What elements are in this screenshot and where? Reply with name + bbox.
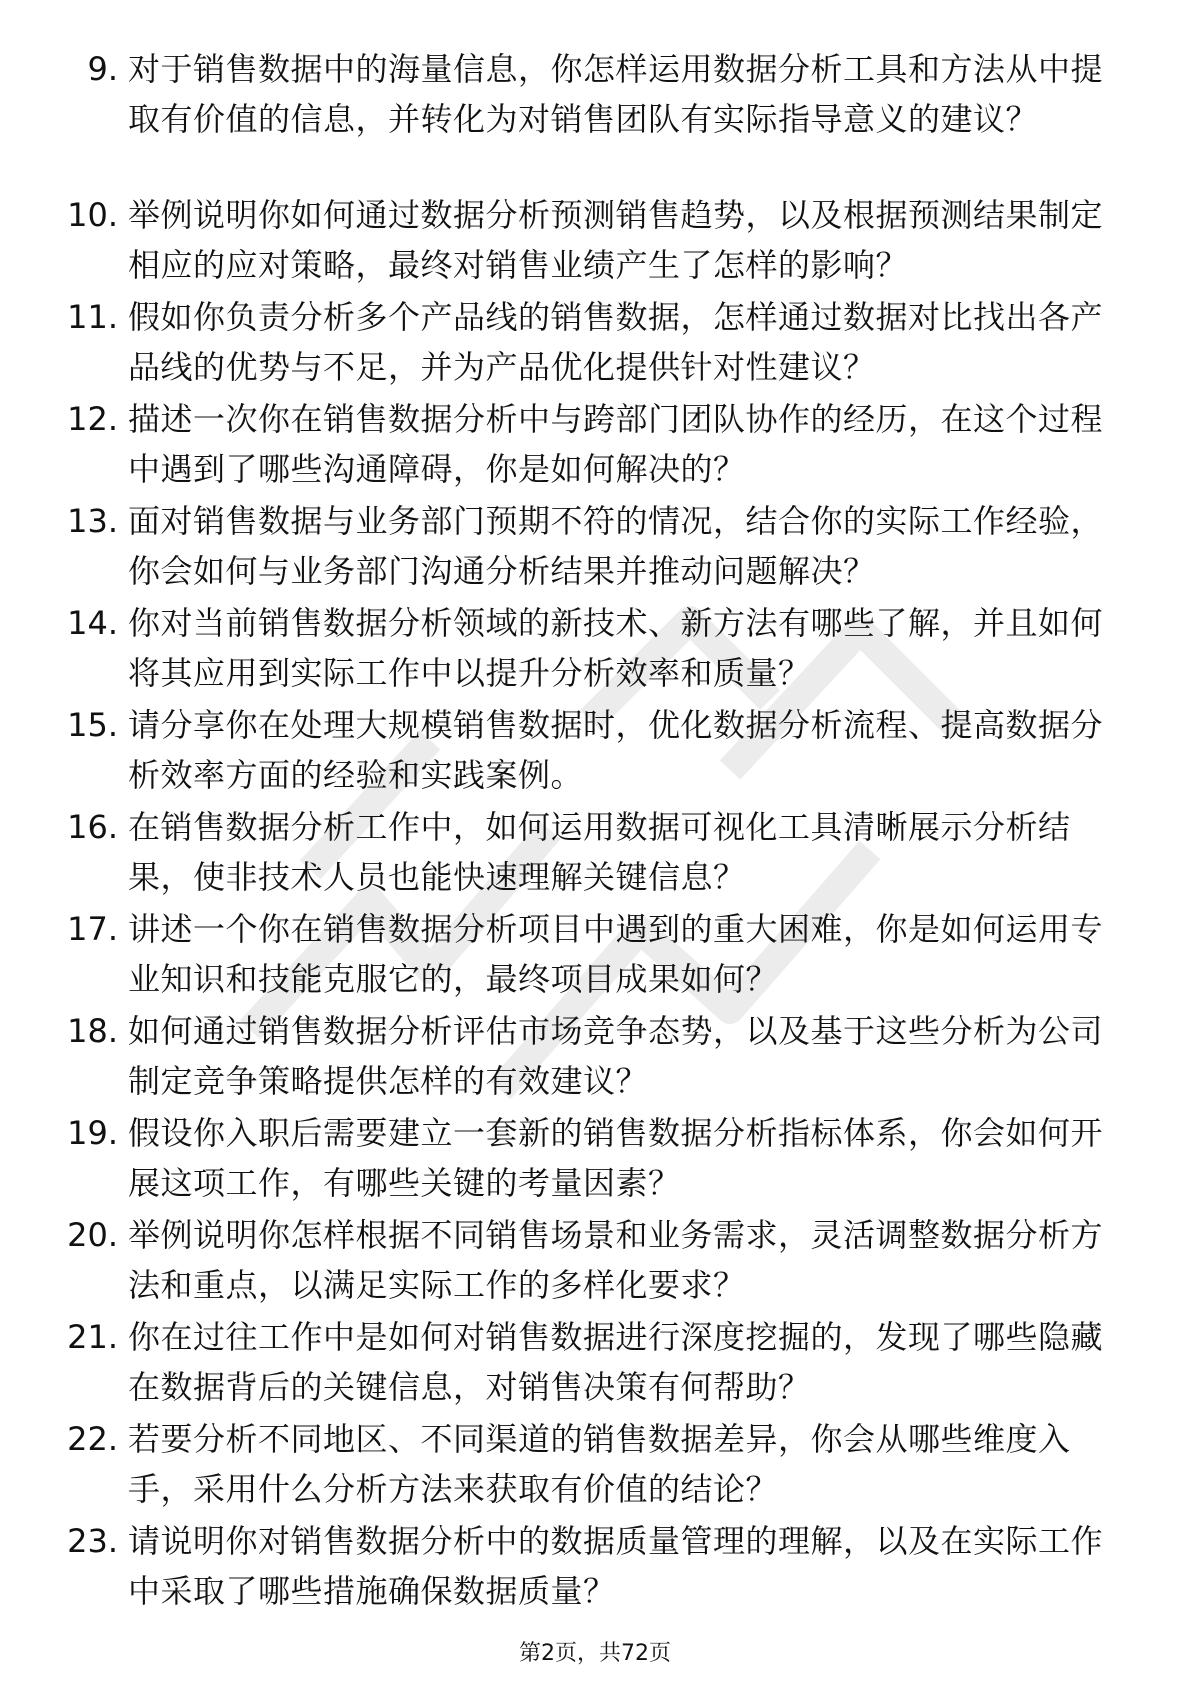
question-item bbox=[58, 190, 1108, 292]
question-number: 17. bbox=[67, 910, 118, 948]
page-footer: 第2页，共72页 bbox=[519, 1641, 671, 1666]
question-text: 假如你负责分析多个产品线的销售数据，怎样通过数据对比找出各产品线的优势与不足，并为产品优化提供针对性建议？ bbox=[128, 298, 1104, 386]
question-number: 11. bbox=[67, 298, 118, 336]
question-item bbox=[58, 292, 1108, 394]
question-number: 21. bbox=[67, 1318, 118, 1356]
question-item bbox=[58, 904, 1108, 1006]
question-text: 请说明你对销售数据分析中的数据质量管理的理解，以及在实际工作中采取了哪些措施确保数据质量？ bbox=[128, 1522, 1104, 1610]
question-number: 12. bbox=[67, 400, 118, 438]
question-number: 22. bbox=[67, 1420, 118, 1458]
question-number: 9. bbox=[87, 50, 118, 88]
question-text: 讲述一个你在销售数据分析项目中遇到的重大困难，你是如何运用专业知识和技能克服它的，最终项目成果如何？ bbox=[128, 910, 1104, 998]
question-text: 若要分析不同地区、不同渠道的销售数据差异，你会从哪些维度入手，采用什么分析方法来获取有价值的结论？ bbox=[128, 1420, 1071, 1508]
question-item bbox=[58, 1210, 1108, 1312]
question-text: 如何通过销售数据分析评估市场竞争态势，以及基于这些分析为公司制定竞争策略提供怎样的有效建议？ bbox=[128, 1012, 1104, 1100]
question-text: 在销售数据分析工作中，如何运用数据可视化工具清晰展示分析结果，使非技术人员也能快速理解关键信息？ bbox=[128, 808, 1071, 896]
question-item bbox=[58, 1108, 1108, 1210]
question-number: 19. bbox=[67, 1114, 118, 1152]
question-item bbox=[58, 802, 1108, 904]
question-item bbox=[58, 44, 1108, 190]
question-list bbox=[58, 44, 1108, 1618]
question-item bbox=[58, 1414, 1108, 1516]
question-number: 16. bbox=[67, 808, 118, 846]
question-number: 13. bbox=[67, 502, 118, 540]
question-number: 18. bbox=[67, 1012, 118, 1050]
question-number: 15. bbox=[67, 706, 118, 744]
question-text: 请分享你在处理大规模销售数据时，优化数据分析流程、提高数据分析效率方面的经验和实践案例。 bbox=[128, 706, 1104, 794]
question-text: 你对当前销售数据分析领域的新技术、新方法有哪些了解，并且如何将其应用到实际工作中以提升分析效率和质量？ bbox=[128, 604, 1104, 692]
question-item bbox=[58, 598, 1108, 700]
question-text: 假设你入职后需要建立一套新的销售数据分析指标体系，你会如何开展这项工作，有哪些关键的考量因素？ bbox=[128, 1114, 1104, 1202]
question-number: 20. bbox=[67, 1216, 118, 1254]
question-text: 举例说明你怎样根据不同销售场景和业务需求，灵活调整数据分析方法和重点，以满足实际工作的多样化要求？ bbox=[128, 1216, 1104, 1304]
question-number: 10. bbox=[67, 196, 118, 234]
question-number: 14. bbox=[67, 604, 118, 642]
question-text: 描述一次你在销售数据分析中与跨部门团队协作的经历，在这个过程中遇到了哪些沟通障碍，你是如何解决的？ bbox=[128, 400, 1104, 488]
question-item bbox=[58, 700, 1108, 802]
question-text: 对于销售数据中的海量信息，你怎样运用数据分析工具和方法从中提取有价值的信息，并转化为对销售团队有实际指导意义的建议？ bbox=[128, 50, 1104, 138]
question-item bbox=[58, 394, 1108, 496]
question-text: 举例说明你如何通过数据分析预测销售趋势，以及根据预测结果制定相应的应对策略，最终对销售业绩产生了怎样的影响？ bbox=[128, 196, 1104, 284]
question-number: 23. bbox=[67, 1522, 118, 1560]
question-text: 面对销售数据与业务部门预期不符的情况，结合你的实际工作经验，你会如何与业务部门沟通分析结果并推动问题解决？ bbox=[128, 502, 1104, 590]
question-item bbox=[58, 1516, 1108, 1618]
question-item bbox=[58, 1312, 1108, 1414]
question-item bbox=[58, 1006, 1108, 1108]
question-text: 你在过往工作中是如何对销售数据进行深度挖掘的，发现了哪些隐藏在数据背后的关键信息，对销售决策有何帮助？ bbox=[128, 1318, 1104, 1406]
question-item bbox=[58, 496, 1108, 598]
